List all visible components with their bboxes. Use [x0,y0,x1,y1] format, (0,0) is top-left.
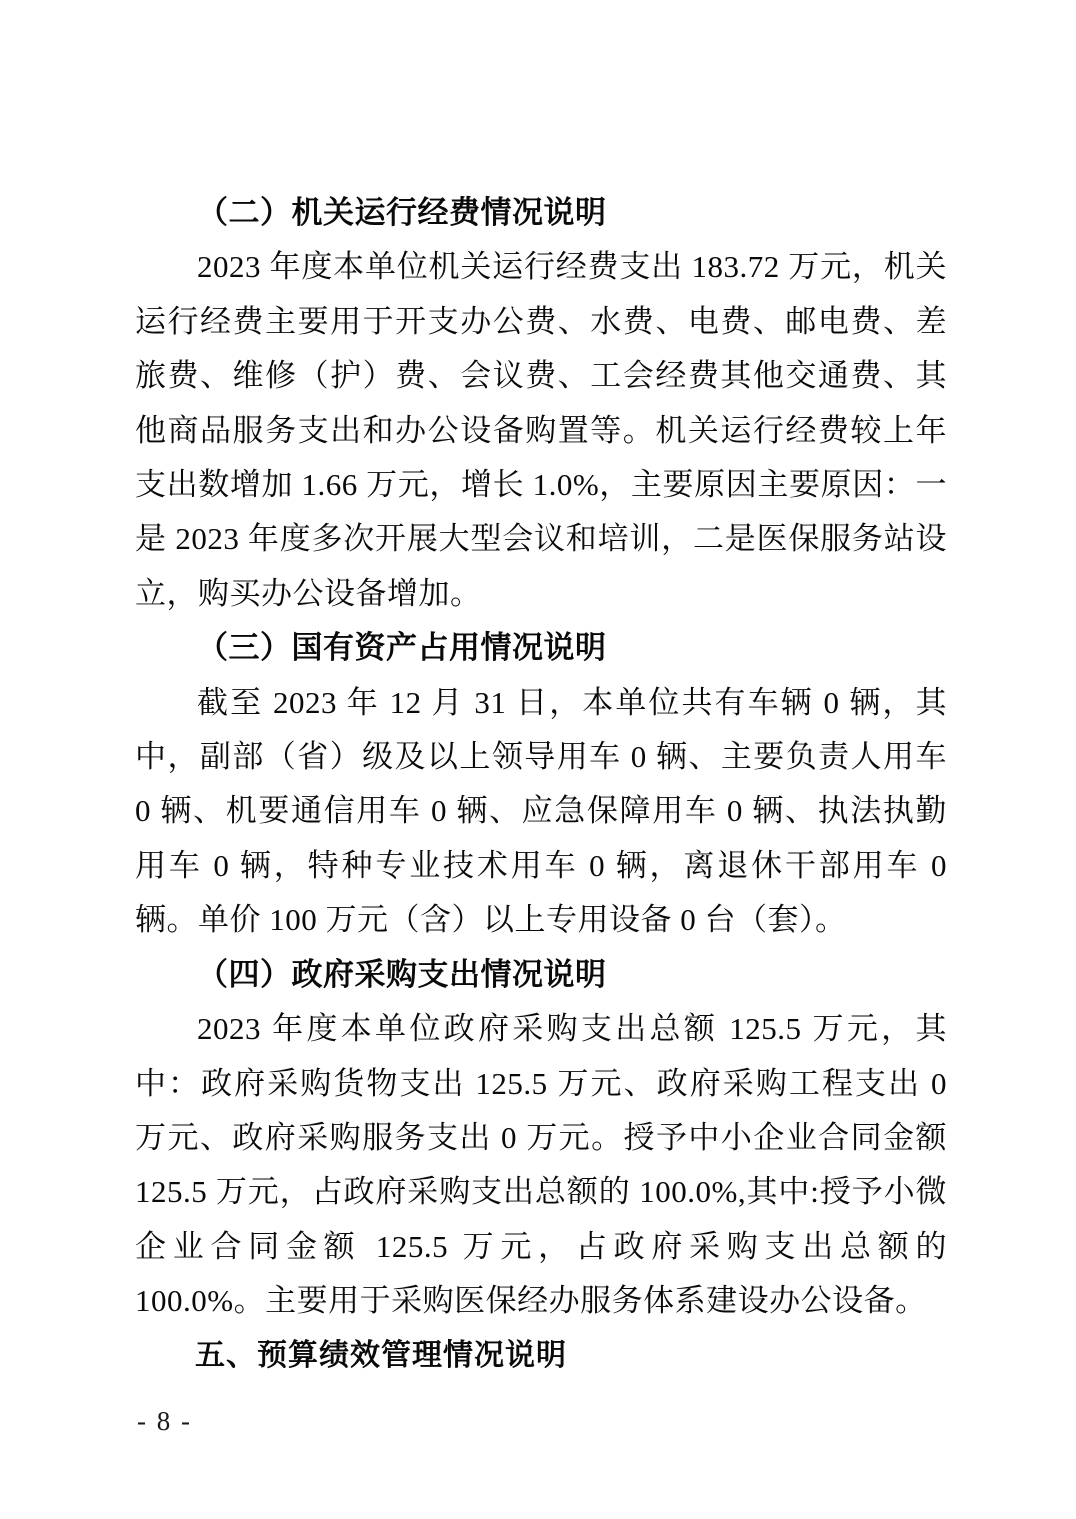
section-heading-state-assets-occupancy: （三）国有资产占用情况说明 [197,630,607,666]
page-number: - 8 - [137,1406,192,1436]
document-page-body [135,186,947,1383]
section-heading-government-procurement: （四）政府采购支出情况说明 [197,956,607,992]
section-heading-agency-operating-expenses: （二）机关运行经费情况说明 [197,195,607,230]
paragraph-government-procurement: 2023 年度本单位政府采购支出总额 125.5 万元，其中：政府采购货物支出 125.5 万元、政府采购工程支出 0 万元、政府采购服务支出 0 万元。授予中小企业合同金额 125.5 万元，占政府采购支出总额的 100.0%,其中:授予小微企业合同金额 125.5 万元，占政府采购支出总额的 100.0%。主要用于采购医保经办服务体系建设办公设备。 [135,1011,947,1319]
section-heading-budget-performance-management: 五、预算绩效管理情况说明 [195,1338,567,1372]
paragraph-state-assets-occupancy: 截至 2023 年 12 月 31 日，本单位共有车辆 0 辆，其中，副部（省）级及以上领导用车 0 辆、主要负责人用车 0 辆、机要通信用车 0 辆、应急保障用车 0 辆、执法执勤用车 0 辆，特种专业技术用车 0 辆，离退休干部用车 0 辆。单价 100 万元（含）以上专用设备 0 台（套）。 [135,684,947,938]
paragraph-agency-operating-expenses: 2023 年度本单位机关运行经费支出 183.72 万元，机关运行经费主要用于开支办公费、水费、电费、邮电费、差旅费、维修（护）费、会议费、工会经费其他交通费、其他商品服务支出和办公设备购置等。机关运行经费较上年支出数增加 1.66 万元，增长 1.0%，主要原因主要原因：一是 2023 年度多次开展大型会议和培训，二是医保服务站设立，购买办公设备增加。 [135,249,947,611]
